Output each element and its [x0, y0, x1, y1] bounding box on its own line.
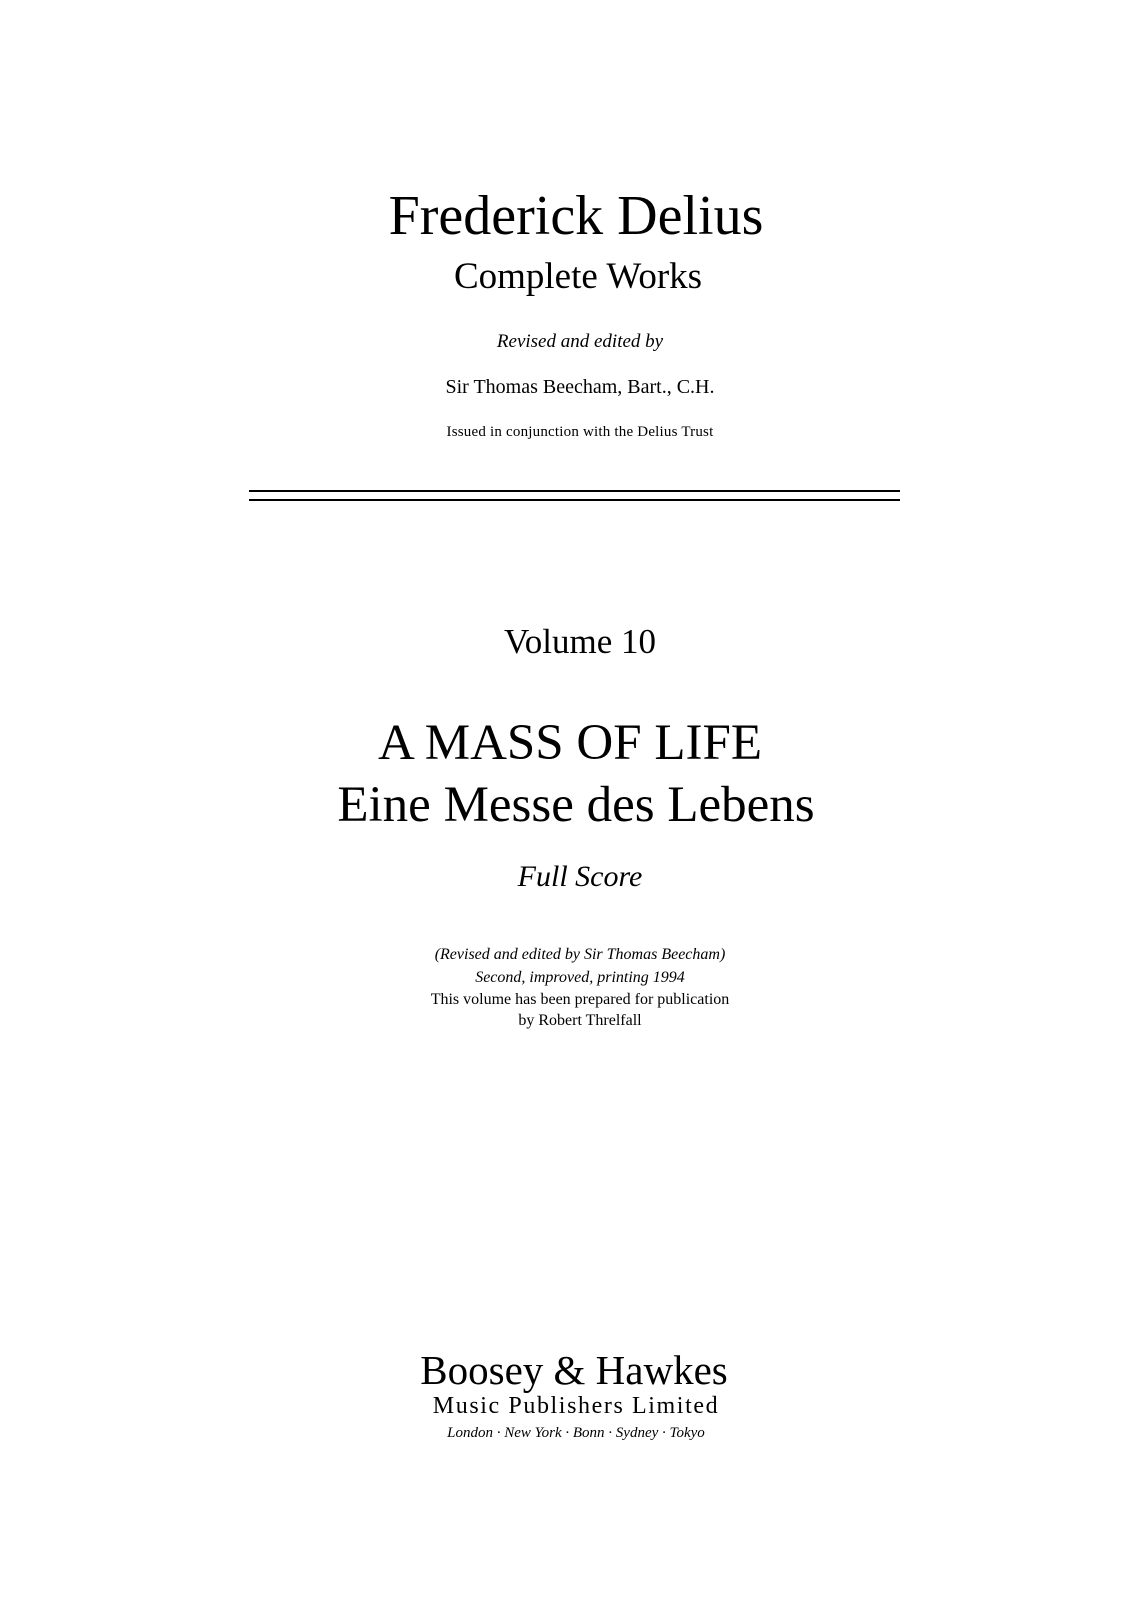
divider-rule-bottom — [249, 499, 900, 501]
work-title: A MASS OF LIFE — [377, 715, 763, 771]
series-title: Frederick Delius — [388, 185, 764, 247]
edition-note-3: This volume has been prepared for publication — [430, 991, 730, 1008]
publisher-subtitle: Music Publishers Limited — [432, 1393, 720, 1419]
edited-by-label: Revised and edited by — [496, 331, 664, 352]
work-title-german: Eine Messe des Lebens — [337, 777, 815, 833]
edition-note-1: (Revised and edited by Sir Thomas Beecham) — [434, 946, 726, 963]
edition-note-4: by Robert Threlfall — [518, 1012, 642, 1029]
volume-number: Volume 10 — [504, 622, 656, 661]
score-type: Full Score — [517, 860, 643, 893]
publisher-name: Boosey & Hawkes — [420, 1347, 728, 1393]
divider-rule-top — [249, 490, 900, 492]
edition-note-2: Second, improved, printing 1994 — [475, 969, 685, 986]
series-subtitle: Complete Works — [453, 256, 703, 297]
issued-note: Issued in conjunction with the Delius Trust — [446, 424, 714, 440]
publisher-cities: London · New York · Bonn · Sydney · Tokyo — [447, 1425, 705, 1441]
editor-name: Sir Thomas Beecham, Bart., C.H. — [445, 376, 715, 398]
